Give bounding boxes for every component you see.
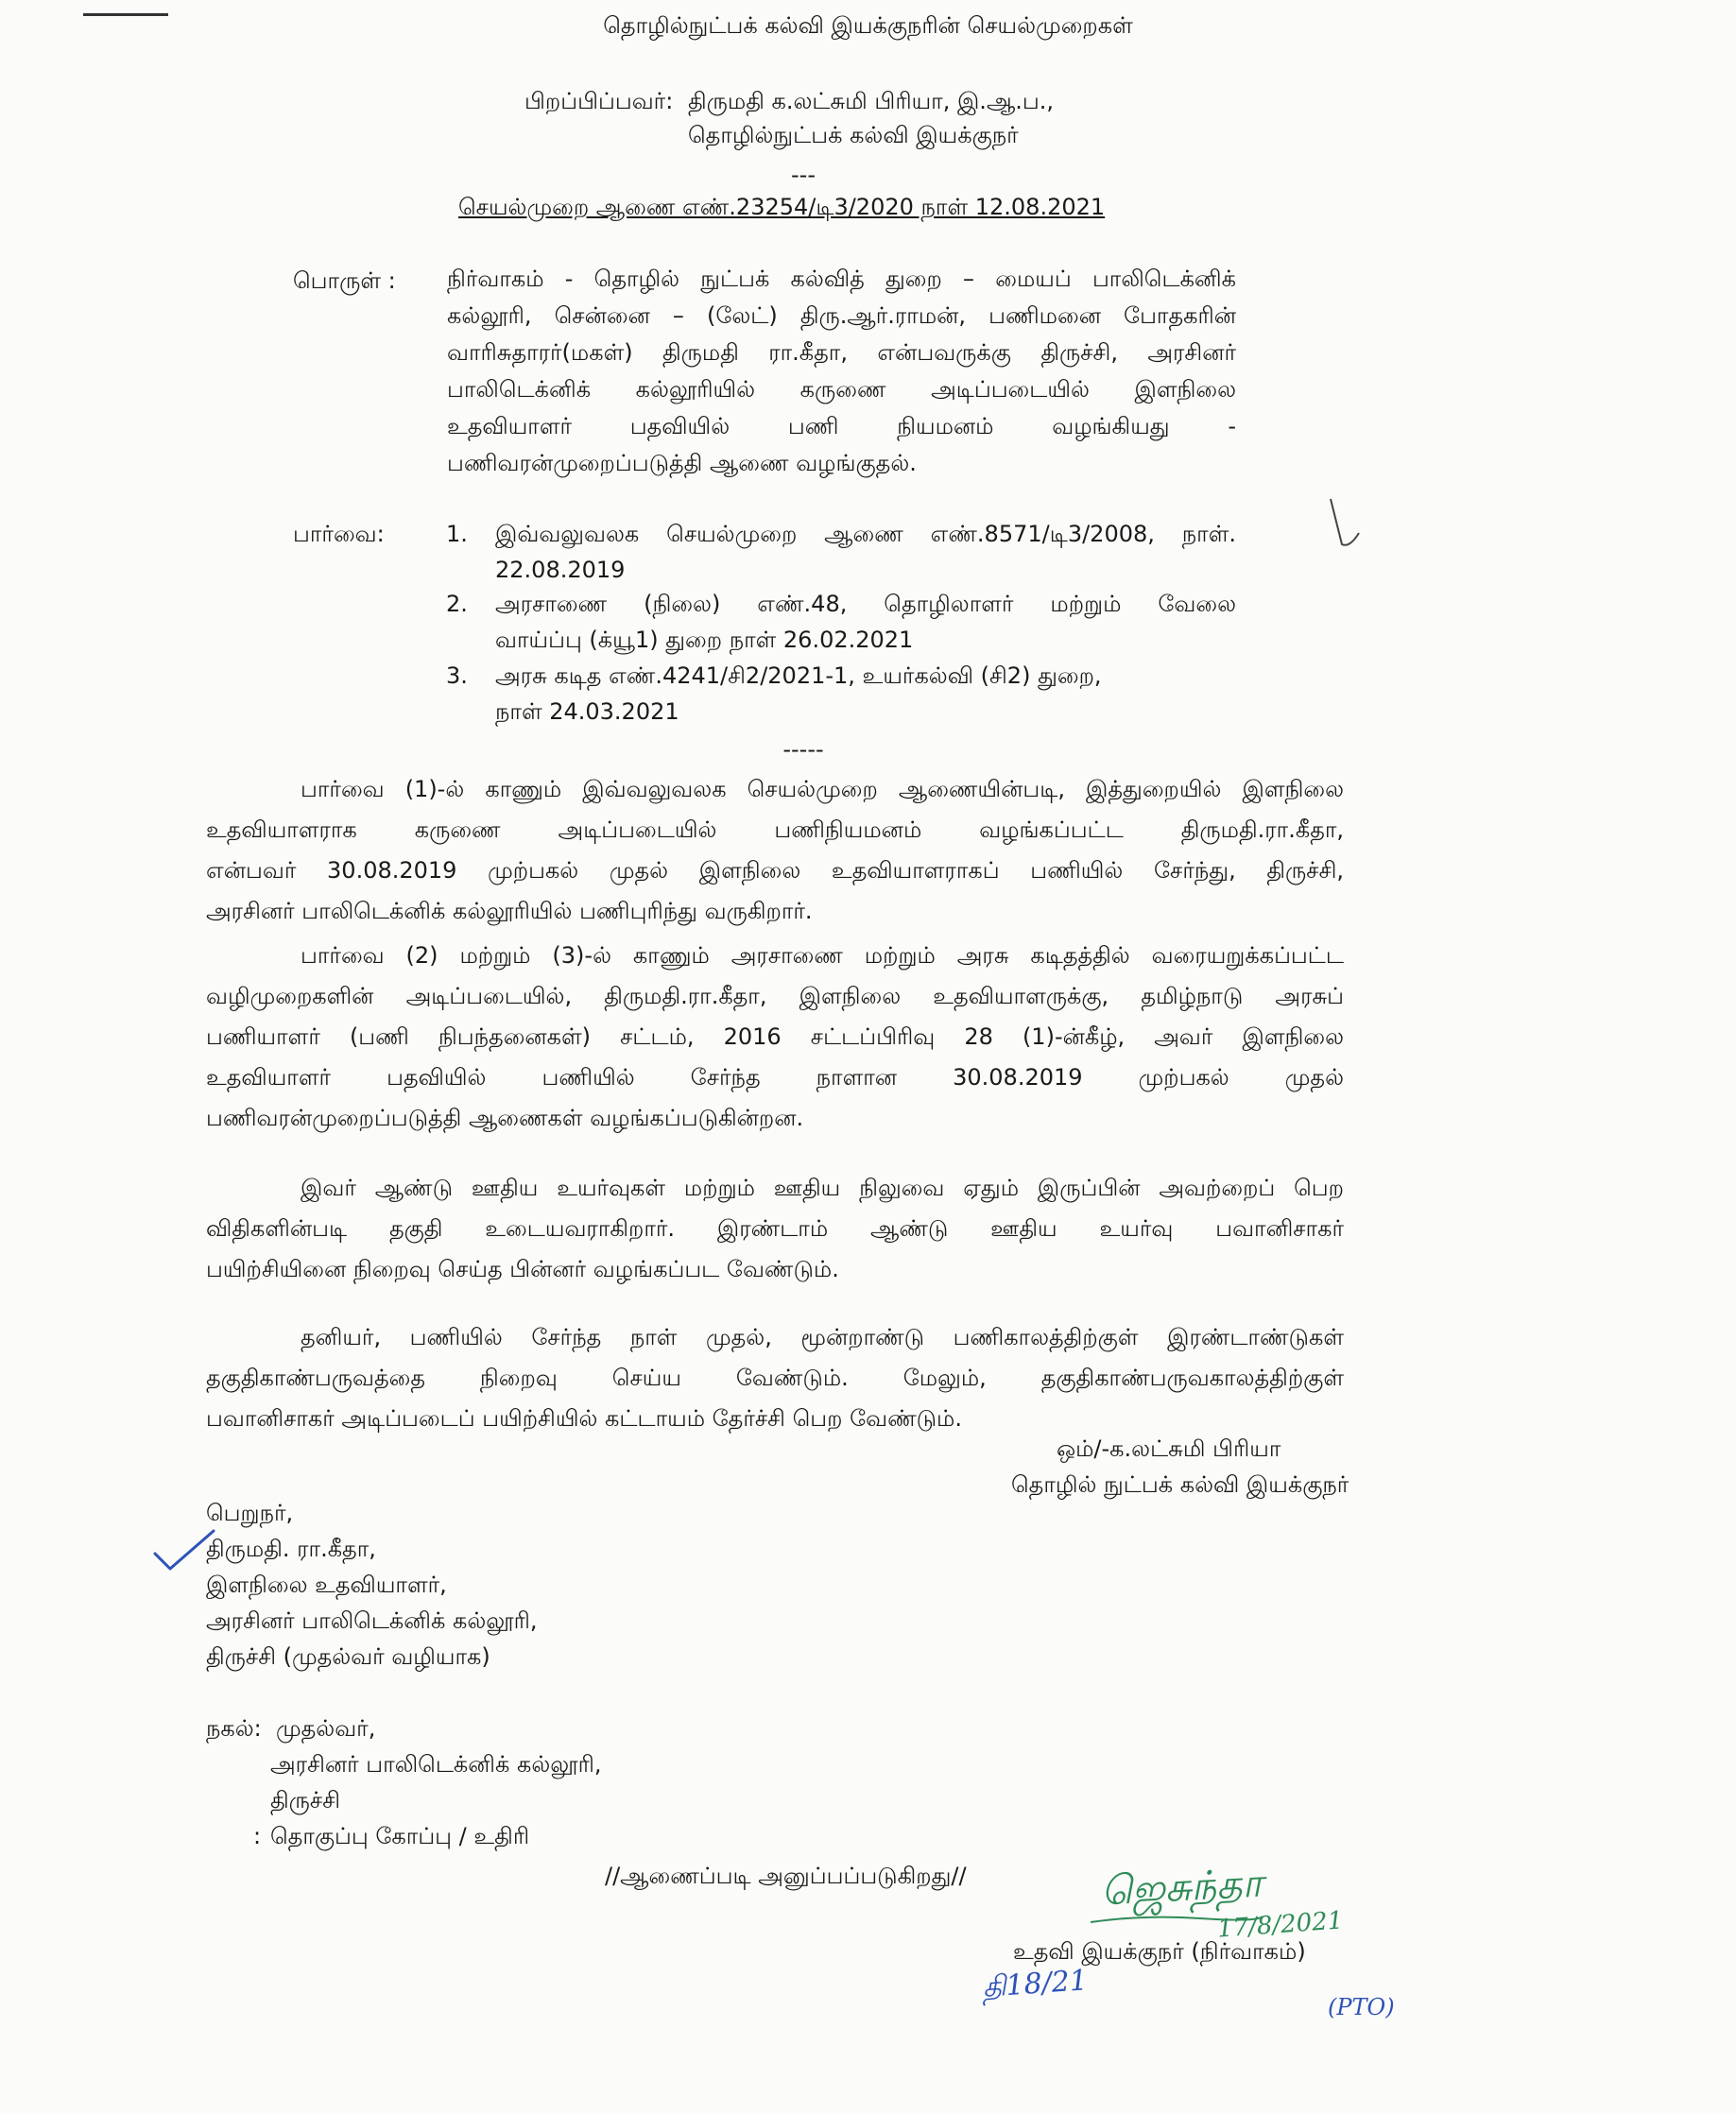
subject-label: பொருள் : <box>293 267 396 294</box>
paragraph-line: தனியர், பணியில் சேர்ந்த நாள் முதல், மூன்றாண்டு பணிகாலத்திற்குள் இரண்டாண்டுகள் <box>301 1324 1344 1350</box>
reference-line: 22.08.2019 <box>495 557 626 583</box>
paragraph-line: தகுதிகாண்பருவத்தை நிறைவு செய்ய வேண்டும். மேலும், தகுதிகாண்பருவகாலத்திற்குள் <box>206 1365 1344 1391</box>
subject-line: உதவியாளர் பதவியில் பணி நியமனம் வழங்கியது - <box>447 413 1236 439</box>
blue-handwritten-initial: தி18/21 <box>981 1964 1089 2004</box>
reference-item <box>495 586 1236 658</box>
paragraph-line: பார்வை (1)-ல் காணும் இவ்வலுவலக செயல்முறை ஆணையின்படி, இத்துறையில் இளநிலை <box>301 776 1344 802</box>
body-paragraph-2 <box>206 936 1344 1139</box>
reference-item <box>495 658 1236 730</box>
recipient-line: இளநிலை உதவியாளர், <box>206 1572 447 1598</box>
signatory-name: ஒம்/-க.லட்சுமி பிரியா <box>1057 1435 1281 1462</box>
reference-line: இவ்வலுவலக செயல்முறை ஆணை எண்.8571/டி3/2008, நாள். <box>495 521 1236 547</box>
reference-number: 2. <box>446 591 468 617</box>
from-label: பிறப்பிப்பவர்: <box>524 88 674 114</box>
copy-extra-label: : <box>253 1823 262 1849</box>
from-designation: தொழில்நுட்பக் கல்வி இயக்குநர் <box>688 122 1019 148</box>
references-separator: ----- <box>782 736 824 763</box>
subject-line: நிர்வாகம் - தொழில் நுட்பக் கல்வித் துறை – மையப் பாலிடெக்னிக் <box>447 266 1236 292</box>
paragraph-line: உதவியாளர் பதவியில் பணியில் சேர்ந்த நாளான 30.08.2019 முற்பகல் முதல் <box>206 1064 1344 1091</box>
reference-line: அரசு கடித எண்.4241/சி2/2021-1, உயர்கல்வி (சி2) துறை, <box>495 662 1102 689</box>
recipient-label: பெறுநர், <box>206 1500 294 1526</box>
copy-line: திருச்சி <box>270 1787 340 1813</box>
document-title: தொழில்நுட்பக் கல்வி இயக்குநரின் செயல்முறைகள் <box>603 12 1133 39</box>
header-separator: --- <box>791 162 816 188</box>
subject-line: பாலிடெக்னிக் கல்லூரியில் கருணை அடிப்படையில் இளநிலை <box>447 376 1236 403</box>
paragraph-line: பணிவரன்முறைப்படுத்தி ஆணைகள் வழங்கப்படுகின்றன. <box>206 1105 804 1131</box>
green-handwritten-date: 17/8/2021 <box>1216 1906 1345 1944</box>
paragraph-line: பயிற்சியினை நிறைவு செய்த பின்னர் வழங்கப்பட வேண்டும். <box>206 1256 839 1282</box>
green-handwritten-signature: ஜெசுந்தா <box>1099 1859 1264 1915</box>
paragraph-line: என்பவர் 30.08.2019 முற்பகல் முதல் இளநிலை உதவியாளராகப் பணியில் சேர்ந்து, திருச்சி, <box>206 857 1344 884</box>
pen-stroke-mark <box>1327 495 1365 552</box>
copy-line: அரசினர் பாலிடெக்னிக் கல்லூரி, <box>270 1751 602 1778</box>
reference-line: அரசாணை (நிலை) எண்.48, தொழிலாளர் மற்றும் வேலை <box>495 591 1236 617</box>
paragraph-line: விதிகளின்படி தகுதி உடையவராகிறார். இரண்டாம் ஆண்டு ஊதிய உயர்வு பவானிசாகர் <box>206 1215 1344 1242</box>
paragraph-line: இவர் ஆண்டு ஊதிய உயர்வுகள் மற்றும் ஊதிய நிலுவை ஏதும் இருப்பின் அவற்றைப் பெற <box>301 1175 1344 1201</box>
references-label: பார்வை: <box>293 521 385 547</box>
body-paragraph-3 <box>206 1168 1344 1290</box>
signatory-designation: தொழில் நுட்பக் கல்வி இயக்குநர் <box>1011 1471 1349 1498</box>
forwarded-note: //ஆணைப்படி அனுப்பப்படுகிறது// <box>605 1863 967 1889</box>
recipient-line: திருச்சி (முதல்வர் வழியாக) <box>206 1643 490 1670</box>
reference-number: 1. <box>446 521 468 547</box>
paragraph-line: பணியாளர் (பணி நிபந்தனைகள்) சட்டம், 2016 சட்டப்பிரிவு 28 (1)-ன்கீழ், அவர் இளநிலை <box>206 1023 1344 1050</box>
paragraph-line: பார்வை (2) மற்றும் (3)-ல் காணும் அரசாணை மற்றும் அரசு கடிதத்தில் வரையறுக்கப்பட்ட <box>301 942 1344 969</box>
copy-line: முதல்வர், <box>276 1715 376 1742</box>
paragraph-line: பவானிசாகர் அடிப்படைப் பயிற்சியில் கட்டாயம் தேர்ச்சி பெற வேண்டும். <box>206 1405 962 1432</box>
body-paragraph-1 <box>206 769 1344 932</box>
subject-line: வாரிசுதாரர்(மகள்) திருமதி ரா.கீதா, என்பவருக்கு திருச்சி, அரசினர் <box>447 339 1236 366</box>
pto-handwritten: (PTO) <box>1328 1994 1395 2020</box>
copy-extra: தொகுப்பு கோப்பு / உதிரி <box>270 1823 530 1849</box>
order-number-line: செயல்முறை ஆணை எண்.23254/டி3/2020 நாள் 12.08.2021 <box>458 194 1106 220</box>
paragraph-line: உதவியாளராக கருணை அடிப்படையில் பணிநியமனம் வழங்கப்பட்ட திருமதி.ரா.கீதா, <box>206 816 1344 843</box>
recipient-line: திருமதி. ரா.கீதா, <box>206 1536 376 1562</box>
subject-line: பணிவரன்முறைப்படுத்தி ஆணை வழங்குதல். <box>447 450 917 476</box>
copy-label: நகல்: <box>206 1715 262 1742</box>
from-name: திருமதி க.லட்சுமி பிரியா, இ.ஆ.ப., <box>688 88 1055 114</box>
reference-item <box>495 516 1236 588</box>
recipient-line: அரசினர் பாலிடெக்னிக் கல்லூரி, <box>206 1607 538 1634</box>
body-paragraph-4 <box>206 1317 1344 1439</box>
reference-line: நாள் 24.03.2021 <box>495 698 679 725</box>
paragraph-line: வழிமுறைகளின் அடிப்படையில், திருமதி.ரா.கீதா, இளநிலை உதவியாளருக்கு, தமிழ்நாடு அரசுப் <box>206 983 1344 1009</box>
subject-text <box>447 261 1236 482</box>
reference-number: 3. <box>446 662 468 689</box>
paragraph-line: அரசினர் பாலிடெக்னிக் கல்லூரியில் பணிபுரிந்து வருகிறார். <box>206 898 813 924</box>
assistant-director-designation: உதவி இயக்குநர் (நிர்வாகம்) <box>1013 1938 1306 1965</box>
reference-line: வாய்ப்பு (க்யூ1) துறை நாள் 26.02.2021 <box>495 627 914 653</box>
subject-line: கல்லூரி, சென்னை – (லேட்) திரு.ஆர்.ராமன், பணிமனை போதகரின் <box>447 302 1236 329</box>
